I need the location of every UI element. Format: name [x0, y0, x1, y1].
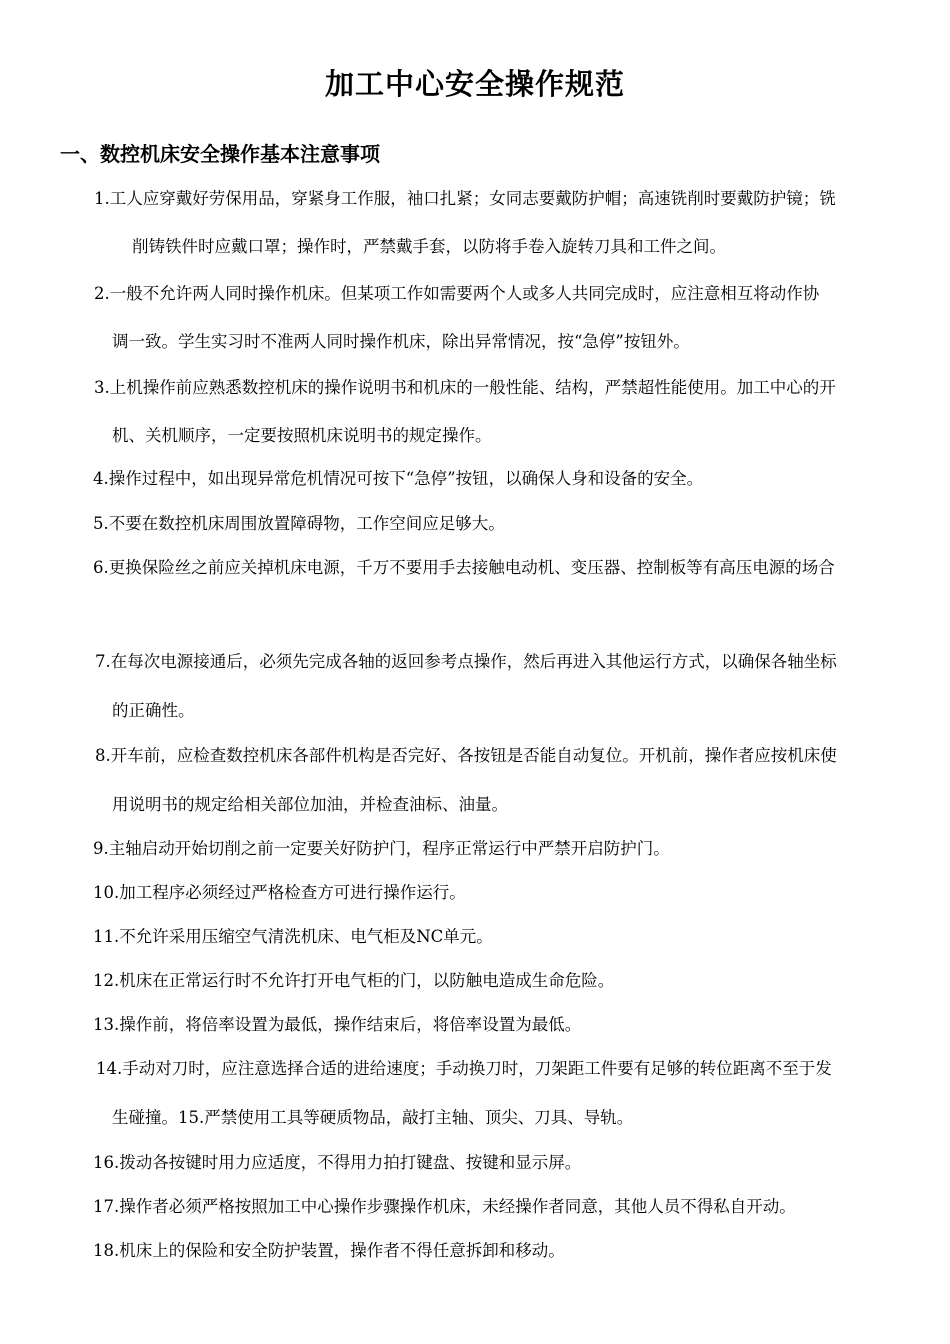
rule-4: 4.操作过程中，如出现异常危机情况可按下“急停”按钮，以确保人身和设备的安全。	[93, 469, 704, 488]
rule-7-line-2: 的正确性。	[112, 701, 195, 720]
rule-3-line-2: 机、关机顺序，一定要按照机床说明书的规定操作。	[112, 426, 492, 445]
rule-2-line-1: 2.一般不允许两人同时操作机床。但某项工作如需要两个人或多人共同完成时，应注意相互将动作协	[94, 284, 820, 303]
rule-5: 5.不要在数控机床周围放置障碍物，工作空间应足够大。	[93, 514, 505, 533]
rule-17: 17.操作者必须严格按照加工中心操作步骤操作机床，未经操作者同意，其他人员不得私自开动。	[93, 1197, 796, 1216]
rule-7-line-1: 7.在每次电源接通后，必须先完成各轴的返回参考点操作，然后再进入其他运行方式，以确保各轴坐标	[95, 652, 837, 671]
rule-11: 11.不允许采用压缩空气清洗机床、电气柜及NC单元。	[93, 927, 493, 946]
rule-8-line-2: 用说明书的规定给相关部位加油，并检查油标、油量。	[112, 795, 508, 814]
rule-9: 9.主轴启动开始切削之前一定要关好防护门，程序正常运行中严禁开启防护门。	[93, 839, 670, 858]
document-title: 加工中心安全操作规范	[324, 67, 625, 101]
rule-3-line-1: 3.上机操作前应熟悉数控机床的操作说明书和机床的一般性能、结构，严禁超性能使用。加工中心的开	[94, 378, 836, 397]
rule-14-15-line: 生碰撞。15.严禁使用工具等硬质物品，敲打主轴、顶尖、刀具、导轨。	[112, 1108, 634, 1127]
rule-12: 12.机床在正常运行时不允许打开电气柜的门，以防触电造成生命危险。	[93, 971, 615, 990]
rule-10: 10.加工程序必须经过严格检查方可进行操作运行。	[93, 883, 466, 902]
rule-2-line-2: 调一致。学生实习时不准两人同时操作机床，除出异常情况，按“急停”按钮外。	[112, 332, 690, 351]
rule-14-line-1: 14.手动对刀时，应注意选择合适的进给速度；手动换刀时，刀架距工件要有足够的转位距离不至于发	[96, 1059, 832, 1078]
rule-16: 16.拨动各按键时用力应适度，不得用力拍打键盘、按键和显示屏。	[93, 1153, 582, 1172]
rule-13: 13.操作前，将倍率设置为最低，操作结束后，将倍率设置为最低。	[93, 1015, 582, 1034]
section-heading: 一、数控机床安全操作基本注意事项	[60, 142, 380, 166]
rule-6: 6.更换保险丝之前应关掉机床电源，千万不要用手去接触电动机、变压器、控制板等有高压电源的场合	[93, 558, 835, 577]
rule-8-line-1: 8.开车前，应检查数控机床各部件机构是否完好、各按钮是否能自动复位。开机前，操作者应按机床使	[95, 746, 837, 765]
rule-1-line-2: 削铸铁件时应戴口罩；操作时，严禁戴手套，以防将手卷入旋转刀具和工件之间。	[132, 237, 726, 256]
rule-1-line-1: 1.工人应穿戴好劳保用品，穿紧身工作服，袖口扎紧；女同志要戴防护帽；高速铣削时要戴防护镜；铣	[94, 189, 836, 208]
rule-18: 18.机床上的保险和安全防护装置，操作者不得任意拆卸和移动。	[93, 1241, 565, 1260]
